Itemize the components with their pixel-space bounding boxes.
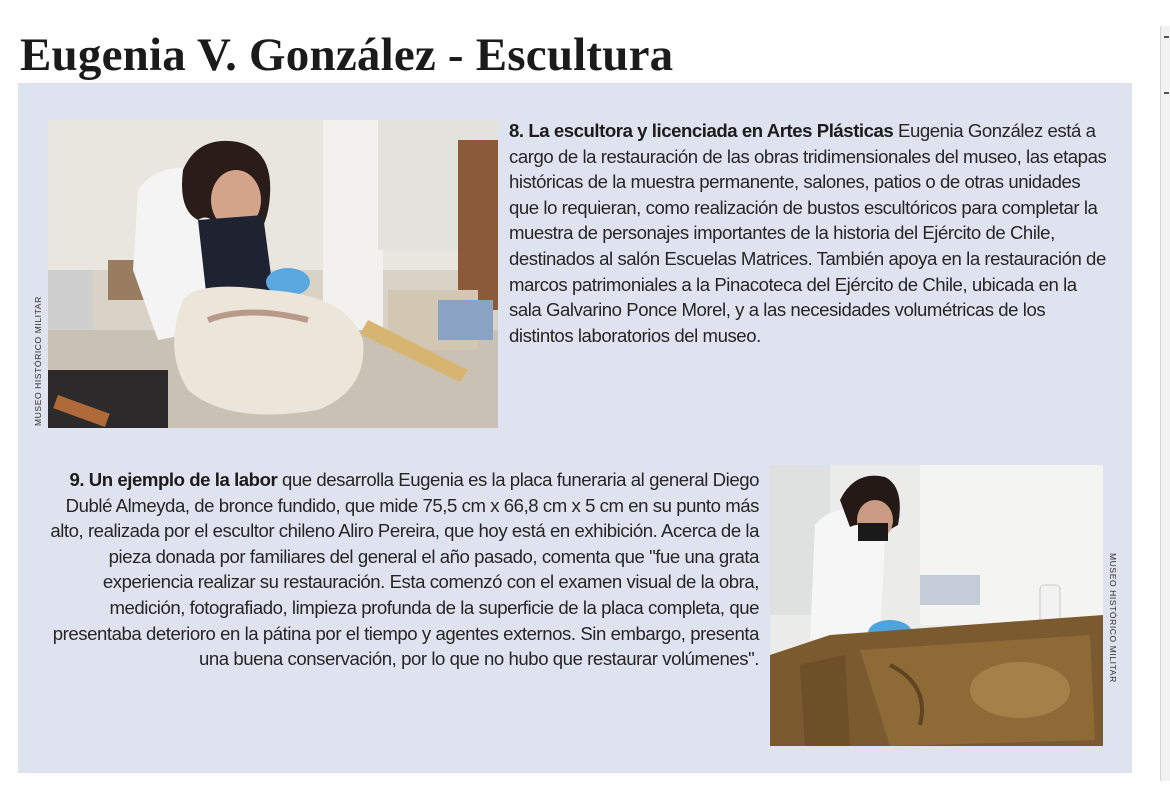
article-8-text <box>509 118 1107 348</box>
page-title: Eugenia V. González - Escultura <box>20 29 674 81</box>
photo-credit-2: MUSEO HISTÓRICO MILITAR <box>1108 553 1118 683</box>
article-9-body: que desarrolla Eugenia es la placa funeraria al general Diego Dublé Almeyda, de bronce fundido, que mide 75,5 cm x 66,8 cm x 5 cm en su punto más alto, realizada por el escultor chileno Aliro Pereira, que hoy está en exhibición. Acerca de la pieza donada por familiares del general el año pasado, comenta que "fue una grata experiencia realizar su restauración. Esta comenzó con el examen visual de la obra, medición, fotografiado, limpieza profunda de la superficie de la placa completa, que presentaba deterioro en la pátina por el tiempo y agentes externos. Sin embargo, presenta una buena conservación, por lo que no hubo que restaurar volúmenes". <box>50 469 759 670</box>
article-9-lead: 9. Un ejemplo de la labor <box>69 469 278 490</box>
article-8-lead: 8. La escultora y licenciada en Artes Plásticas <box>509 120 894 141</box>
article-8-body: Eugenia González está a cargo de la restauración de las obras tridimensionales del museo, las etapas históricas de la muestra permanente, salones, patios o de otras unidades que lo requieran, como realización de bustos escultóricos para completar la muestra de personajes importantes de la historia del Ejército de Chile, destinados al salón Escuelas Matrices. También apoya en la restauración de marcos patrimoniales a la Pinacoteca del Ejército de Chile, ubicada en la sala Galvarino Ponce Morel, y a las necesidades volumétricas de los distintos laboratorios del museo. <box>509 120 1107 346</box>
photo-plaque-restoration <box>770 465 1103 746</box>
photo-credit-1: MUSEO HISTÓRICO MILITAR <box>33 296 43 426</box>
adjacent-page-edge <box>1160 26 1170 781</box>
photo-sculptor-bust <box>48 120 498 428</box>
article-9-text <box>47 467 759 672</box>
